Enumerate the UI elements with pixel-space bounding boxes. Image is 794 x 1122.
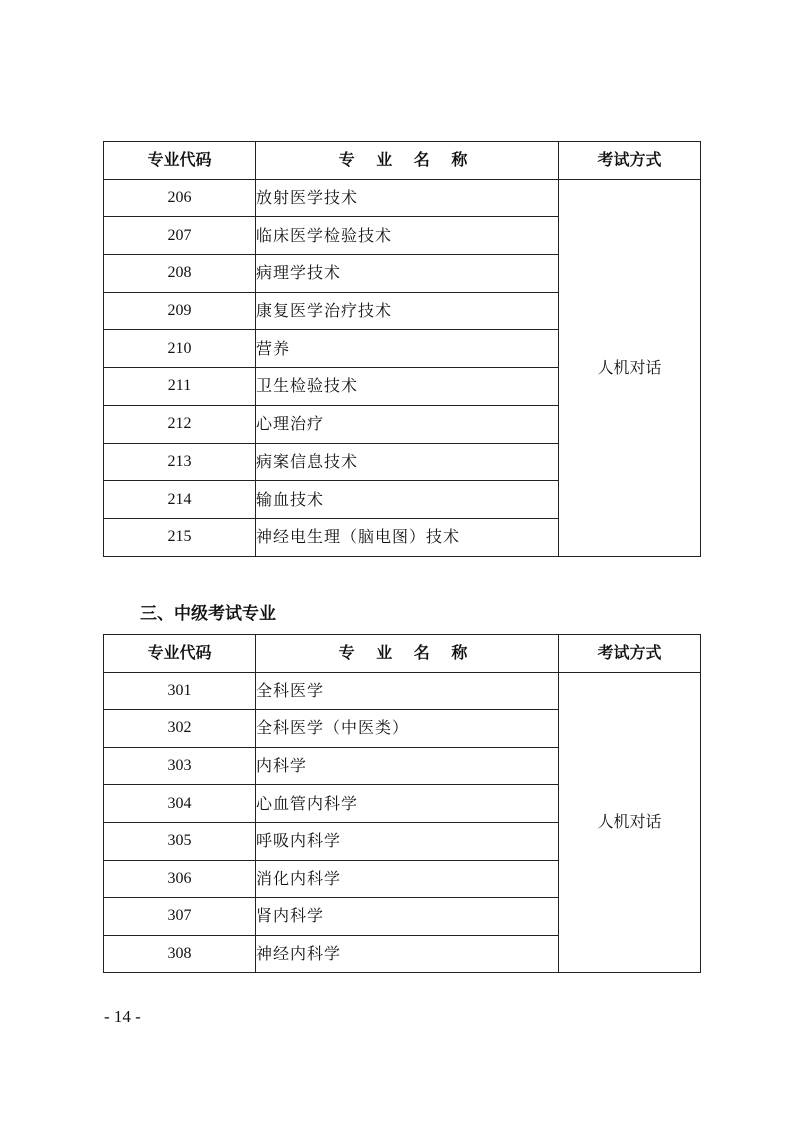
specialty-name: 心理治疗 [256, 405, 559, 443]
specialty-code: 301 [104, 672, 256, 710]
specialty-code: 305 [104, 822, 256, 860]
specialty-code: 212 [104, 405, 256, 443]
specialty-code: 207 [104, 217, 256, 255]
specialty-code: 209 [104, 292, 256, 330]
specialty-name: 肾内科学 [256, 898, 559, 936]
specialty-code: 213 [104, 443, 256, 481]
specialty-code: 308 [104, 935, 256, 973]
specialty-name: 卫生检验技术 [256, 368, 559, 406]
exam-mode: 人机对话 [559, 672, 701, 973]
specialty-name: 康复医学治疗技术 [256, 292, 559, 330]
table-header-row [104, 142, 701, 180]
specialty-name: 病理学技术 [256, 255, 559, 293]
specialty-code: 210 [104, 330, 256, 368]
specialty-name: 神经内科学 [256, 935, 559, 973]
section-title: 三、中级考试专业 [140, 604, 276, 624]
specialty-name: 输血技术 [256, 481, 559, 519]
header-name: 专 业 名 称 [256, 142, 559, 180]
specialty-name: 临床医学检验技术 [256, 217, 559, 255]
table-row [104, 179, 701, 217]
specialty-code: 214 [104, 481, 256, 519]
specialty-code: 302 [104, 710, 256, 748]
specialty-code: 304 [104, 785, 256, 823]
specialty-name: 神经电生理（脑电图）技术 [256, 518, 559, 556]
specialty-code: 206 [104, 179, 256, 217]
header-mode: 考试方式 [559, 142, 701, 180]
specialty-code: 306 [104, 860, 256, 898]
specialty-code: 307 [104, 898, 256, 936]
specialty-code: 303 [104, 747, 256, 785]
specialty-name: 呼吸内科学 [256, 822, 559, 860]
specialty-table-intermediate [103, 634, 701, 973]
specialty-name: 心血管内科学 [256, 785, 559, 823]
specialty-table-primary [103, 141, 701, 557]
specialty-code: 211 [104, 368, 256, 406]
specialty-name: 病案信息技术 [256, 443, 559, 481]
specialty-name: 消化内科学 [256, 860, 559, 898]
specialty-name: 放射医学技术 [256, 179, 559, 217]
specialty-name: 营养 [256, 330, 559, 368]
specialty-code: 208 [104, 255, 256, 293]
table-header-row [104, 635, 701, 673]
header-code: 专业代码 [104, 635, 256, 673]
page-number: - 14 - [104, 1007, 141, 1026]
specialty-name: 内科学 [256, 747, 559, 785]
table-row [104, 672, 701, 710]
specialty-name: 全科医学（中医类） [256, 710, 559, 748]
specialty-name: 全科医学 [256, 672, 559, 710]
exam-mode: 人机对话 [559, 179, 701, 556]
header-mode: 考试方式 [559, 635, 701, 673]
specialty-code: 215 [104, 518, 256, 556]
header-name: 专 业 名 称 [256, 635, 559, 673]
header-code: 专业代码 [104, 142, 256, 180]
